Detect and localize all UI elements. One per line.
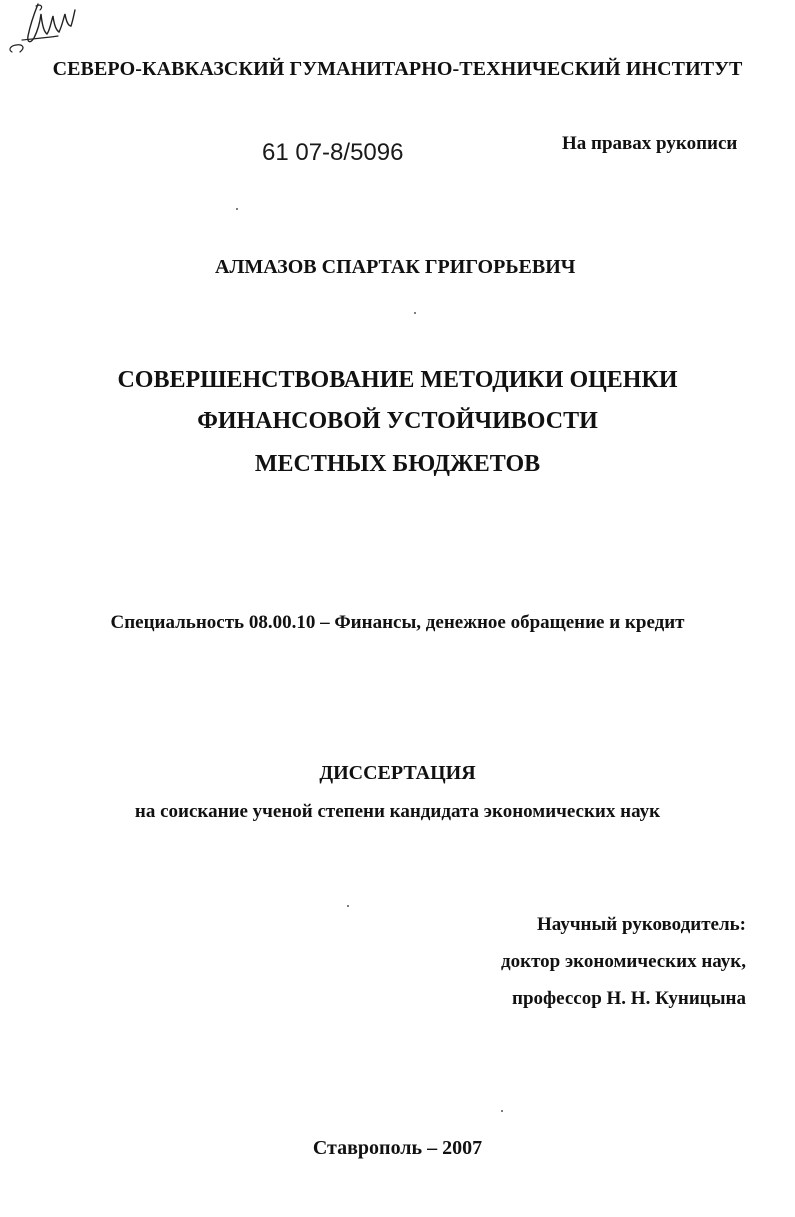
institute-name: СЕВЕРО-КАВКАЗСКИЙ ГУМАНИТАРНО-ТЕХНИЧЕСКИЙ ИНСТИТУТ <box>52 58 743 80</box>
scan-speck <box>501 1110 503 1112</box>
dissertation-title-line: МЕСТНЫХ БЮДЖЕТОВ <box>254 451 541 477</box>
document-type: ДИССЕРТАЦИЯ <box>319 762 476 784</box>
manuscript-rights-note: На правах рукописи <box>562 133 738 154</box>
author-name: АЛМАЗОВ СПАРТАК ГРИГОРЬЕВИЧ <box>215 256 576 278</box>
supervisor-name: профессор Н. Н. Куницына <box>512 988 746 1009</box>
catalog-stamp-number: 61 07-8/5096 <box>262 139 404 166</box>
dissertation-title-line: ФИНАНСОВОЙ УСТОЙЧИВОСТИ <box>197 408 598 434</box>
supervisor-heading: Научный руководитель: <box>537 914 746 935</box>
specialty-line: Специальность 08.00.10 – Финансы, денежное обращение и кредит <box>110 612 685 633</box>
degree-line: на соискание ученой степени кандидата экономических наук <box>134 801 661 822</box>
scan-speck <box>414 312 416 314</box>
dissertation-title-line: СОВЕРШЕНСТВОВАНИЕ МЕТОДИКИ ОЦЕНКИ <box>117 367 678 393</box>
supervisor-degree: доктор экономических наук, <box>501 951 746 972</box>
scan-speck <box>236 208 238 210</box>
signature-icon <box>0 0 80 60</box>
scan-speck <box>347 905 349 907</box>
city-year: Ставрополь – 2007 <box>312 1137 483 1159</box>
